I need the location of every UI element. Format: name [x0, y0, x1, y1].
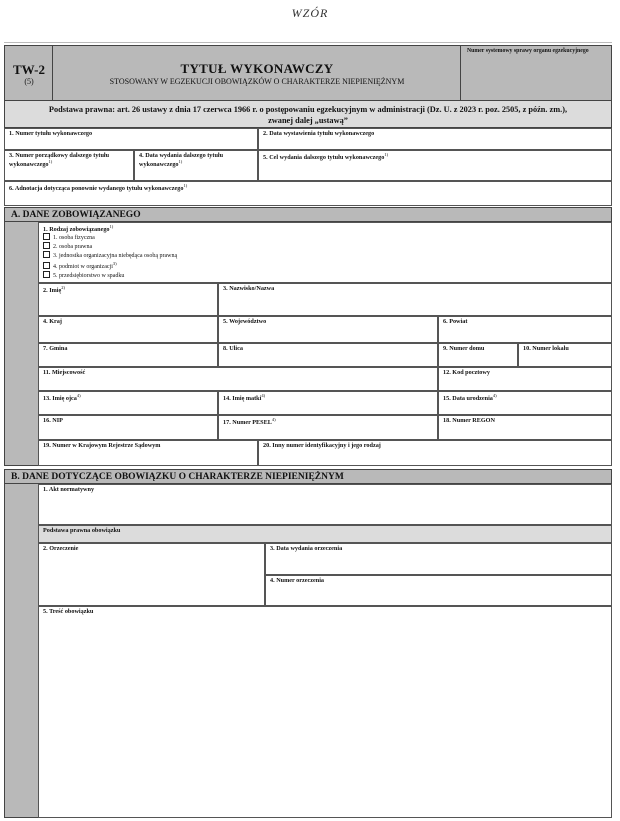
option-natural-person[interactable]: 1. osoba fizyczna [43, 233, 177, 242]
mother-name-field[interactable] [218, 391, 438, 415]
krs-number-label: 19. Numer w Krajowym Rejestrze Sądowym [43, 442, 161, 449]
form-code: TW-2 [12, 62, 46, 77]
system-number-label: Numer systemowy sprawy organu egzekucyjnego [467, 48, 589, 54]
birth-date-label: 15. Data urodzenia$^{4)}$ [443, 393, 497, 403]
issue-date-field[interactable] [258, 128, 612, 150]
wzor-label: WZÓR [291, 6, 329, 20]
birth-date-field[interactable] [438, 391, 612, 415]
normative-act-field[interactable] [38, 484, 612, 525]
county-label: 6. Powiat [443, 318, 468, 325]
option-legal-person[interactable]: 2. osoba prawna [43, 242, 177, 251]
voivodeship-label: 5. Województwo [223, 318, 267, 325]
country-field[interactable] [38, 316, 218, 343]
ruling-field[interactable] [38, 543, 265, 606]
section-b-margin [4, 484, 38, 818]
checkbox[interactable] [43, 242, 50, 249]
ruling-number-field[interactable] [265, 575, 612, 606]
ruling-date-label: 3. Data wydania orzeczenia [270, 545, 343, 552]
obligation-legal-basis-label: Podstawa prawna obowiązku [43, 527, 121, 534]
section-a-header: A. DANE ZOBOWIĄZANEGO [4, 207, 612, 222]
option-organizational-unit[interactable]: 3. jednostka organizacyjna niebędąca osobą prawną [43, 251, 177, 260]
first-name-field[interactable] [38, 283, 218, 316]
reissue-annotation-field[interactable] [4, 181, 612, 206]
legal-basis-line-2: zwanej dalej „ustawą” [268, 116, 348, 125]
regon-field[interactable] [438, 415, 612, 440]
regon-label: 18. Numer REGON [443, 417, 495, 424]
further-title-date-field[interactable] [134, 150, 258, 181]
first-name-label: 2. Imię$^{2)}$ [43, 285, 65, 295]
further-title-date-label: 4. Data wydania dalszego tytułu wykonawczego$^{1)}$ [139, 152, 224, 168]
ruling-date-field[interactable] [265, 543, 612, 575]
checkbox[interactable] [43, 233, 50, 240]
locality-label: 11. Miejscowość [43, 369, 86, 376]
obligation-content-label: 5. Treść obowiązku [43, 608, 94, 615]
reissue-annotation-label: 6. Adnotacja dotycząca ponownie wydanego tytułu wykonawczego$^{1)}$ [9, 183, 188, 193]
nip-field[interactable] [38, 415, 218, 440]
municipality-label: 7. Gmina [43, 345, 68, 352]
title-number-label: 1. Numer tytułu wykonawczego [9, 130, 93, 137]
section-b-header: B. DANE DOTYCZĄCE OBOWIĄZKU O CHARAKTERZE NIEPIENIĘŻNYM [4, 469, 612, 484]
debtor-kind-label: 1. Rodzaj zobowiązanego$^{1)}$ [43, 224, 114, 234]
obligation-content-field[interactable] [38, 606, 612, 818]
krs-number-field[interactable] [38, 440, 258, 466]
apartment-number-label: 10. Numer lokalu [523, 345, 569, 352]
postal-code-field[interactable] [438, 367, 612, 391]
pesel-field[interactable] [218, 415, 438, 440]
voivodeship-field[interactable] [218, 316, 438, 343]
ruling-number-label: 4. Numer orzeczenia [270, 577, 325, 584]
ruling-label: 2. Orzeczenie [43, 545, 79, 552]
nip-label: 16. NIP [43, 417, 63, 424]
header-block [4, 45, 612, 101]
form-subtitle: STOSOWANY W EGZEKUCJI OBOWIĄZKÓW O CHARAKTERZE NIEPIENIĘŻNYM [109, 77, 405, 86]
pesel-label: 17. Numer PESEL$^{4)}$ [223, 417, 276, 427]
option-entity-in-organization[interactable]: 4. podmiot w organizacji$^{3)}$ [43, 260, 177, 271]
section-a-margin [4, 222, 38, 466]
house-number-field[interactable] [438, 343, 518, 367]
last-name-field[interactable] [218, 283, 612, 316]
issue-date-label: 2. Data wystawienia tytułu wykonawczego [263, 130, 375, 137]
checkbox[interactable] [43, 251, 50, 258]
option-enterprise-in-inheritance[interactable]: 5. przedsiębiorstwo w spadku [43, 271, 177, 280]
legal-basis [4, 101, 612, 128]
father-name-field[interactable] [38, 391, 218, 415]
last-name-label: 3. Nazwisko/Nazwa [223, 285, 275, 292]
locality-field[interactable] [38, 367, 438, 391]
debtor-kind-options [43, 233, 177, 280]
divider [4, 42, 612, 43]
country-label: 4. Kraj [43, 318, 62, 325]
county-field[interactable] [438, 316, 612, 343]
checkbox[interactable] [43, 271, 50, 278]
house-number-label: 9. Numer domu [443, 345, 485, 352]
form-code-box [5, 46, 53, 100]
form-version: (5) [24, 77, 34, 86]
mother-name-label: 14. Imię matki$^{4)}$ [223, 393, 266, 403]
further-title-purpose-field[interactable] [258, 150, 612, 181]
further-title-purpose-label: 5. Cel wydania dalszego tytułu wykonawczego$^{1)}$ [263, 152, 389, 162]
legal-basis-line-1: Podstawa prawna: art. 26 ustawy z dnia 17 czerwca 1966 r. o postępowaniu egzekucyjnym w administracji (Dz. U. z 2023 r. poz. 2505, z późn. zm.), [48, 105, 568, 114]
normative-act-label: 1. Akt normatywny [43, 486, 95, 493]
street-field[interactable] [218, 343, 438, 367]
municipality-field[interactable] [38, 343, 218, 367]
form-title: TYTUŁ WYKONAWCZY [180, 61, 334, 76]
father-name-label: 13. Imię ojca$^{4)}$ [43, 393, 81, 403]
title-number-field[interactable] [4, 128, 258, 150]
apartment-number-field[interactable] [518, 343, 612, 367]
street-label: 8. Ulica [223, 345, 243, 352]
postal-code-label: 12. Kod pocztowy [443, 369, 490, 376]
obligation-legal-basis [38, 525, 612, 543]
further-title-number-label: 3. Numer porządkowy dalszego tytułu wykonawczego$^{1)}$ [9, 152, 110, 168]
other-id-field[interactable] [258, 440, 612, 466]
further-title-number-field[interactable] [4, 150, 134, 181]
other-id-label: 20. Inny numer identyfikacyjny i jego rodzaj [263, 442, 381, 449]
system-number-box[interactable] [460, 46, 612, 100]
debtor-kind-field [38, 222, 612, 283]
checkbox[interactable] [43, 262, 50, 269]
